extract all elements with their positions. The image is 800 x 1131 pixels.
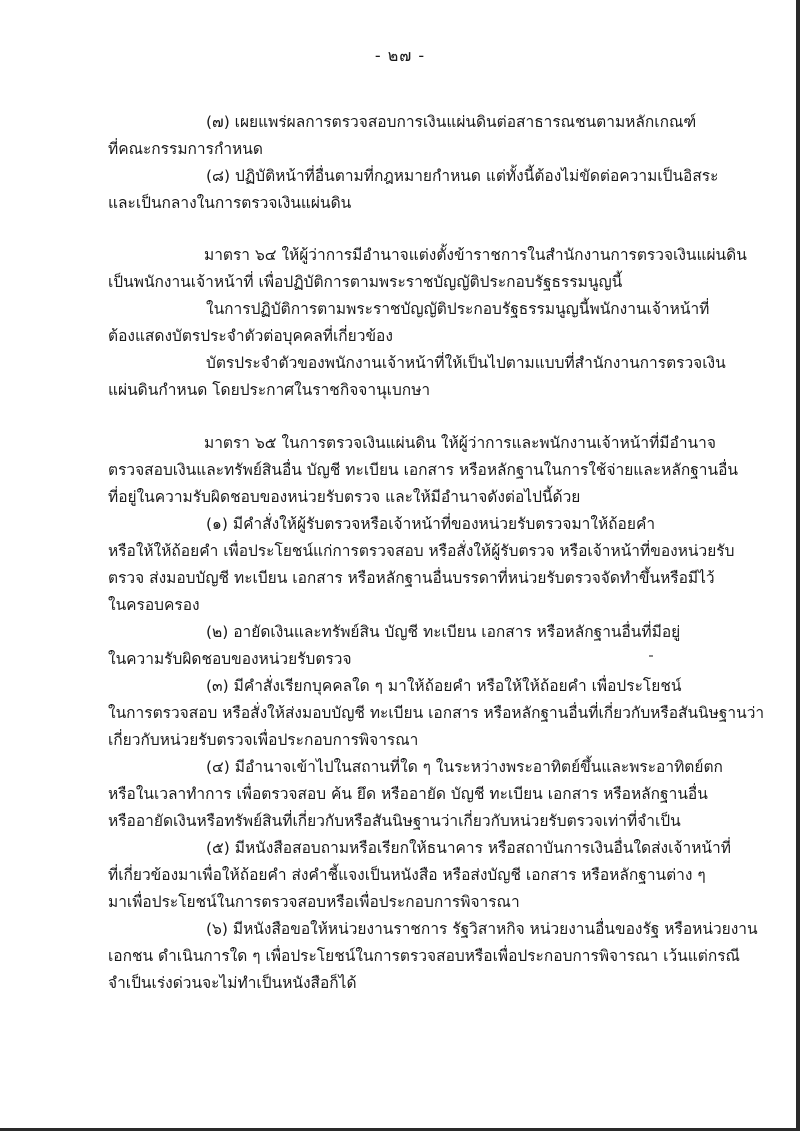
section-64-heading: มาตรา ๖๔ ให้ผู้ว่าการมีอำนาจแต่งตั้งข้าราชการในสำนักงานการตรวจเงินแผ่นดิน <box>204 246 747 264</box>
text-line: ในการตรวจสอบ หรือสั่งให้ส่งมอบบัญชี ทะเบียน เอกสาร หรือหลักฐานอื่นที่เกี่ยวกับหรือสันนิษฐานว่า <box>108 704 765 722</box>
text-line: (๒) อายัดเงินและทรัพย์สิน บัญชี ทะเบียน เอกสาร หรือหลักฐานอื่นที่มีอยู่ <box>206 623 681 641</box>
text-line: หรือในเวลาทำการ เพื่อตรวจสอบ ค้น ยึด หรืออายัด บัญชี ทะเบียน เอกสาร หรือหลักฐานอื่น <box>108 785 708 803</box>
text-line: ที่อยู่ในความรับผิดชอบของหน่วยรับตรวจ และให้มีอำนาจดังต่อไปนี้ด้วย <box>108 488 581 506</box>
text-line: (๗) เผยแพร่ผลการตรวจสอบการเงินแผ่นดินต่อสาธารณชนตามหลักเกณฑ์ <box>206 113 697 131</box>
text-line: และเป็นกลางในการตรวจเงินแผ่นดิน <box>108 194 352 212</box>
text-line: ในความรับผิดชอบของหน่วยรับตรวจ <box>108 650 352 668</box>
text-line: หรืออายัดเงินหรือทรัพย์สินที่เกี่ยวกับหรือสันนิษฐานว่าเกี่ยวกับหน่วยรับตรวจเท่าที่จำเป็น <box>108 812 681 830</box>
text-line: แผ่นดินกำหนด โดยประกาศในราชกิจจานุเบกษา <box>108 381 431 399</box>
section-65-heading: มาตรา ๖๕ ในการตรวจเงินแผ่นดิน ให้ผู้ว่าการและพนักงานเจ้าหน้าที่มีอำนาจ <box>204 434 716 452</box>
text-line: ที่คณะกรรมการกำหนด <box>108 140 263 158</box>
text-line: ที่เกี่ยวข้องมาเพื่อให้ถ้อยคำ ส่งคำชี้แจงเป็นหนังสือ หรือส่งบัญชี เอกสาร หรือหลักฐานต่าง ๆ <box>108 866 706 884</box>
text-line: ตรวจ ส่งมอบบัญชี ทะเบียน เอกสาร หรือหลักฐานอื่นบรรดาที่หน่วยรับตรวจจัดทำขึ้นหรือมีไว้ <box>108 569 715 587</box>
text-line: (๑) มีคำสั่งให้ผู้รับตรวจหรือเจ้าหน้าที่ของหน่วยรับตรวจมาให้ถ้อยคำ <box>206 515 656 533</box>
page-number: - ๒๗ - <box>374 46 426 65</box>
text-line: บัตรประจำตัวของพนักงานเจ้าหน้าที่ให้เป็นไปตามแบบที่สำนักงานการตรวจเงิน <box>206 354 726 372</box>
text-line: ในการปฏิบัติการตามพระราชบัญญัติประกอบรัฐธรรมนูญนี้พนักงานเจ้าหน้าที่ <box>206 300 710 318</box>
text-line: (๘) ปฏิบัติหน้าที่อื่นตามที่กฎหมายกำหนด แต่ทั้งนี้ต้องไม่ขัดต่อความเป็นอิสระ <box>206 167 719 185</box>
text-line: หรือให้ให้ถ้อยคำ เพื่อประโยชน์แก่การตรวจสอบ หรือสั่งให้ผู้รับตรวจ หรือเจ้าหน้าที่ของหน่วยรับ <box>108 542 735 560</box>
text-line: ตรวจสอบเงินและทรัพย์สินอื่น บัญชี ทะเบียน เอกสาร หรือหลักฐานในการใช้จ่ายและหลักฐานอื่น <box>108 461 738 479</box>
text-line: ในครอบครอง <box>108 596 200 614</box>
text-line: (๕) มีหนังสือสอบถามหรือเรียกให้ธนาคาร หรือสถาบันการเงินอื่นใดส่งเจ้าหน้าที่ <box>206 839 731 857</box>
text-line: (๖) มีหนังสือขอให้หน่วยงานราชการ รัฐวิสาหกิจ หน่วยงานอื่นของรัฐ หรือหน่วยงาน <box>206 920 758 938</box>
text-line: จำเป็นเร่งด่วนจะไม่ทำเป็นหนังสือก็ได้ <box>108 974 357 992</box>
text-line: (๔) มีอำนาจเข้าไปในสถานที่ใด ๆ ในระหว่างพระอาทิตย์ขึ้นและพระอาทิตย์ตก <box>206 758 723 776</box>
text-line: เป็นพนักงานเจ้าหน้าที่ เพื่อปฏิบัติการตามพระราชบัญญัติประกอบรัฐธรรมนูญนี้ <box>108 273 623 291</box>
text-line: เกี่ยวกับหน่วยรับตรวจเพื่อประกอบการพิจารณา <box>108 731 419 749</box>
text-line: มาเพื่อประโยชน์ในการตรวจสอบหรือเพื่อประกอบการพิจารณา <box>108 893 520 911</box>
scan-border-right <box>796 0 800 1131</box>
text-line: (๓) มีคำสั่งเรียกบุคคลใด ๆ มาให้ถ้อยคำ หรือให้ให้ถ้อยคำ เพื่อประโยชน์ <box>206 677 682 695</box>
text-line: เอกชน ดำเนินการใด ๆ เพื่อประโยชน์ในการตรวจสอบหรือเพื่อประกอบการพิจารณา เว้นแต่กรณี <box>108 947 740 965</box>
scan-speck <box>649 655 653 657</box>
text-line: ต้องแสดงบัตรประจำตัวต่อบุคคลที่เกี่ยวข้อง <box>108 327 393 345</box>
